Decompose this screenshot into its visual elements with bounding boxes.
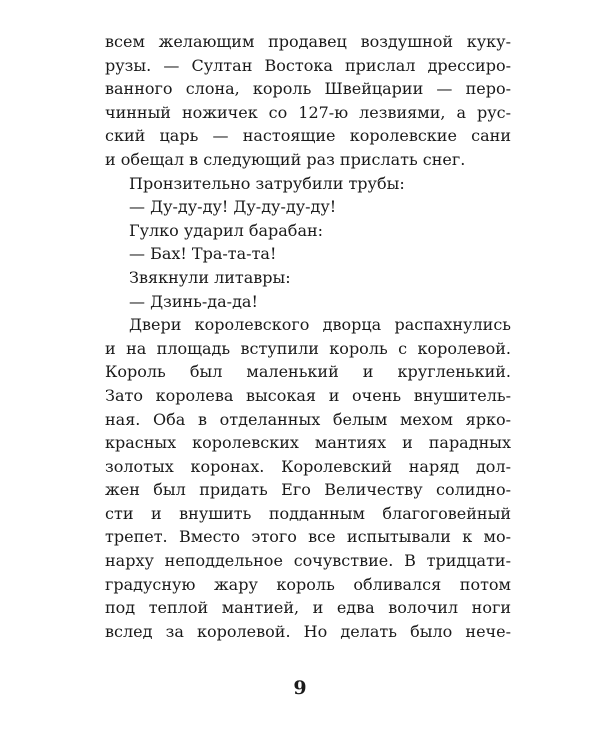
text-line: чинный ножичек со 127-ю лезвиями, а рус- bbox=[105, 102, 511, 122]
text-line: нарху неподдельное сочувствие. В тридцати- bbox=[105, 551, 511, 571]
text-line: под теплой мантией, и едва волочил ноги bbox=[105, 598, 511, 618]
text-line: вслед за королевой. Но делать было нече- bbox=[105, 621, 511, 641]
page-number: 9 bbox=[293, 677, 307, 699]
text-line: ванного слона, король Швейцарии — перо- bbox=[105, 79, 511, 99]
text-line: золотых коронах. Королевский наряд дол- bbox=[105, 456, 511, 476]
text-line: — Дзинь-да-да! bbox=[129, 291, 258, 311]
text-line: красных королевских мантиях и парадных bbox=[105, 433, 511, 453]
text-line: Двери королевского дворца распахнулись bbox=[129, 315, 511, 335]
text-line: сти и внушить подданным благоговейный bbox=[105, 503, 511, 523]
text-line: ная. Оба в отделанных белым мехом ярко- bbox=[105, 409, 511, 429]
text-line: и на площадь вступили король с королевой. bbox=[105, 338, 511, 358]
text-line: и обещал в следующий раз прислать снег. bbox=[105, 149, 466, 169]
text-line: — Ду-ду-ду! Ду-ду-ду-ду! bbox=[129, 197, 337, 217]
text-page bbox=[105, 30, 511, 643]
text-line: Король был маленький и кругленький. bbox=[105, 362, 511, 382]
text-line: трепет. Вместо этого все испытывали к мо- bbox=[105, 527, 511, 547]
text-line: жен был придать Его Величеству солидно- bbox=[105, 480, 511, 500]
text-line: Звякнули литавры: bbox=[129, 267, 291, 287]
text-line: — Бах! Тра-та-та! bbox=[129, 244, 277, 264]
text-line: Гулко ударил барабан: bbox=[129, 220, 324, 240]
text-line: Пронзительно затрубили трубы: bbox=[129, 173, 405, 193]
text-line: градусную жару король обливался потом bbox=[105, 574, 511, 594]
text-line: всем желающим продавец воздушной куку- bbox=[105, 32, 511, 51]
text-line: ский царь — настоящие королевские сани bbox=[105, 126, 511, 146]
text-line: рузы. — Султан Востока прислал дрессиро- bbox=[105, 55, 511, 75]
text-line: Зато королева высокая и очень внушитель- bbox=[105, 385, 511, 405]
